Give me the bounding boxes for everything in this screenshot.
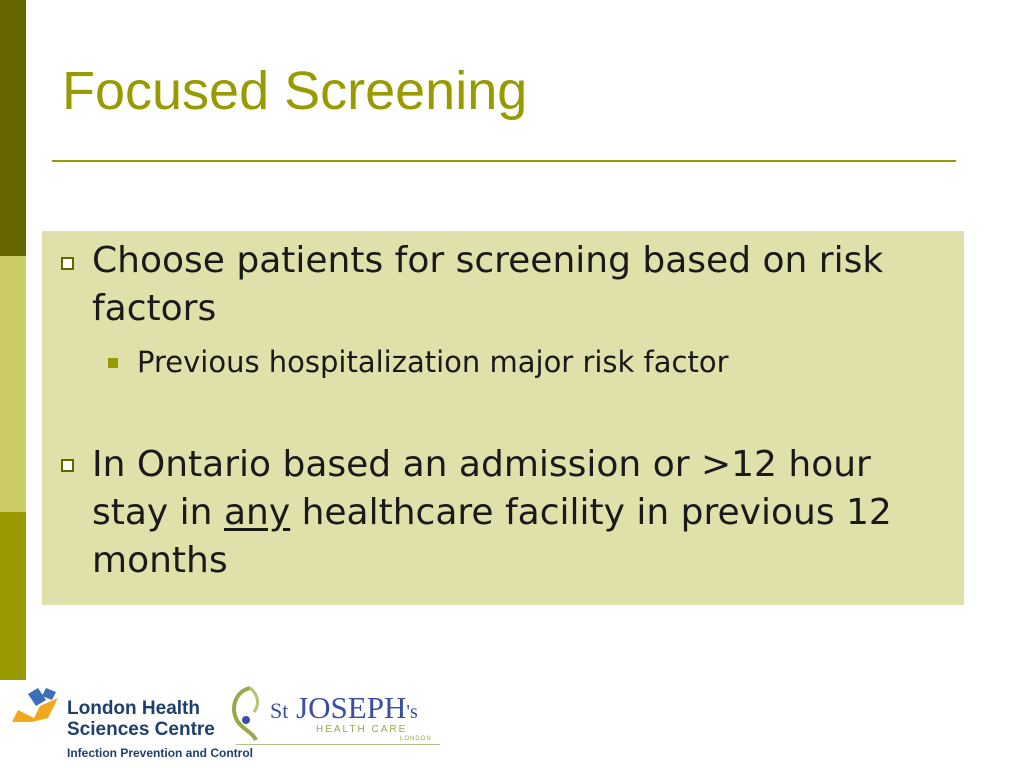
- side-bar-middle: [0, 256, 26, 512]
- sj-suffix: 's: [406, 701, 418, 723]
- lhsc-department: Infection Prevention and Control: [67, 746, 254, 760]
- bullet-text-part: healthcare facility in previous 12 months: [92, 492, 892, 581]
- logo-divider: [236, 744, 440, 745]
- content-box: [42, 231, 964, 605]
- hollow-square-bullet-icon: [61, 257, 74, 270]
- bullet-text: [92, 441, 912, 585]
- hollow-square-bullet-icon: [61, 459, 74, 472]
- square-bullet-icon: [108, 358, 118, 368]
- lhsc-line2: Sciences Centre: [67, 719, 215, 740]
- bullet-text: Choose patients for screening based on risk factors: [92, 240, 884, 329]
- underlined-word: any: [223, 492, 291, 533]
- title-divider: [52, 160, 956, 162]
- lhsc-line1: London Health: [67, 698, 200, 719]
- st-josephs-logo-name: [270, 692, 418, 723]
- st-josephs-city: LONDON: [400, 736, 432, 742]
- side-bar-bottom: [0, 512, 26, 680]
- sj-prefix: St: [270, 698, 289, 723]
- st-josephs-leaf-icon: [228, 684, 272, 742]
- sj-name: JOSEPH: [296, 690, 407, 725]
- st-josephs-subtitle: HEALTH CARE: [316, 724, 408, 735]
- lhsc-logo-name: [67, 698, 215, 740]
- sub-bullet-text: Previous hospitalization major risk factor: [137, 345, 729, 379]
- lhsc-logo-icon: [12, 688, 62, 722]
- slide-title: Focused Screening: [62, 61, 528, 121]
- footer-logos: [0, 680, 460, 768]
- bullet-text-part: In Ontario based an admission or >12 hour stay in: [92, 444, 871, 533]
- side-bar-top: [0, 0, 26, 256]
